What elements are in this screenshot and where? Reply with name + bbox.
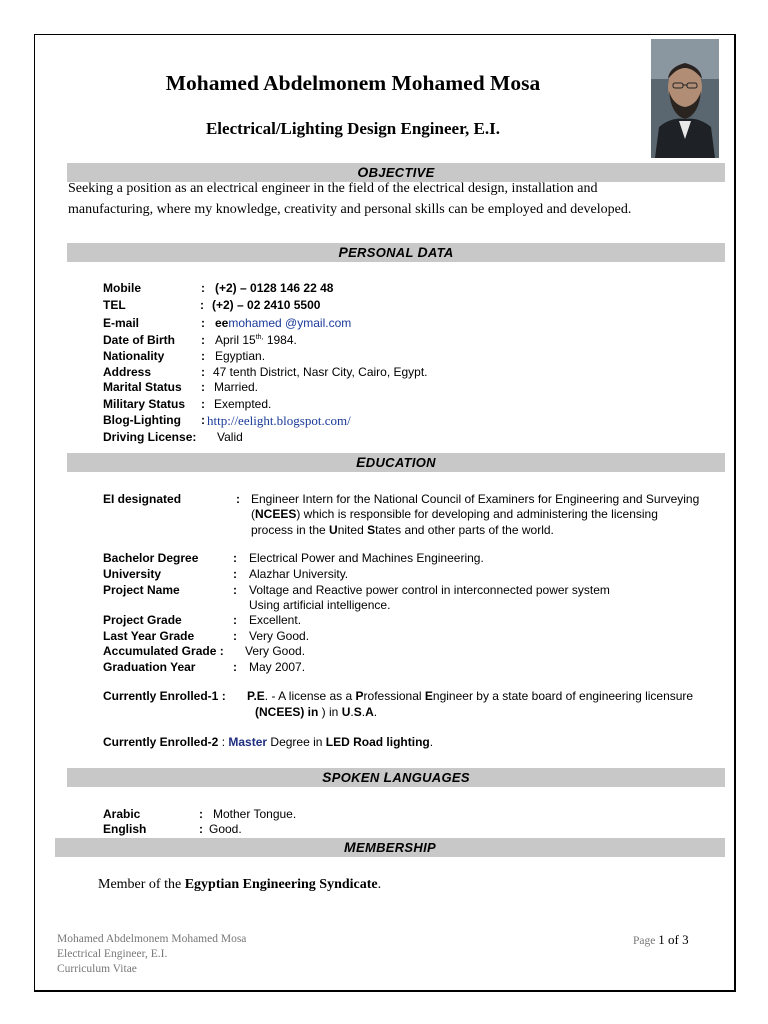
section-membership: MEMBERSHIP (55, 838, 725, 857)
objective-line-2: manufacturing, where my knowledge, creativity and personal skills can be employed and developed. (68, 202, 632, 217)
section-objective: OBJECTIVE (67, 163, 725, 182)
email-link[interactable]: eemohamed @ymail.com (215, 316, 352, 330)
footer-doc-type: Curriculum Vitae (57, 963, 137, 975)
candidate-name: Mohamed Abdelmonem Mohamed Mosa (165, 71, 541, 95)
profile-photo (651, 39, 719, 158)
footer-name: Mohamed Abdelmonem Mohamed Mosa (57, 933, 247, 945)
footer-role: Electrical Engineer, E.I. (57, 948, 168, 960)
section-spoken-languages: SPOKEN LANGUAGES (67, 768, 725, 787)
section-personal-data: PERSONAL DATA (67, 243, 725, 262)
section-education: EDUCATION (67, 453, 725, 472)
enrolled-1-line-2: (NCEES) in ) in U.S.A. (255, 705, 378, 719)
portrait-image (651, 39, 719, 158)
cv-page: Mohamed Abdelmonem Mohamed Mosa Electrical/Lighting Design Engineer, E.I. OBJECTIVE Seeking a position as an electrical engineer in the field of the electrical design, installation and manufacturing, where my knowledge, creativity and personal skills can be employed and developed. PERSONAL DATA Mobile : (+2) – 0128 146 22 48 TEL : (+2) – 02 2410 5500 E-mail : eemohamed @ymail.com Date of Birth : April $15^{th,}$ 1984. Nationality : Egyptian. Address : 47 tenth District, Nasr City, Cairo, Egypt. Marital Status : Married. Military Status : Exempted. Blog-Lighting : http://eelight.blogspot.com/ Driving License: Valid EDUCATION EI designated : Engineer Intern for the National Council of Examiners for Engineering and Surveying (NCEES) which is responsible for developing and administering the licensing process in the United States and other parts of the world. Bachelor Degree : Electrical Power and Machines Engineering. University : Alazhar University. Project Name : Voltage and Reactive power control in interconnected power system Using artificial intelligence. Project Grade : Excellent. Last Year Grade : Very Good. Accumulated Grade : Very Good. Graduation Year : May 2007. Currently Enrolled-1 : P.E. - A license as a Professional Engineer by a state board of engineering licensure (NCEES) in ) in U.S.A. Currently Enrolled-2 : Master Degree in LED Road lighting. SPOKEN LANGUAGES Arabic : Mother Tongue. English : Good. MEMBERSHIP Member of the Egyptian Engineering Syndicate. Mohamed Abdelmonem Mohamed Mosa Electrical Engineer, E.I. Curriculum Vitae Page 1 of 3 (34, 34, 736, 992)
candidate-title: Electrical/Lighting Design Engineer, E.I. (205, 119, 501, 138)
enrolled-2-row: Currently Enrolled-2 : Master Degree in LED Road lighting. (103, 735, 434, 749)
ei-line-2: (NCEES) which is responsible for developing and administering the licensing (251, 507, 658, 521)
blog-link[interactable]: http://eelight.blogspot.com/ (207, 413, 351, 428)
ei-line-3: process in the United States and other parts of the world. (251, 523, 554, 537)
membership-text: Member of the Egyptian Engineering Syndicate. (98, 877, 382, 892)
project-line-2: Using artificial intelligence. (249, 598, 391, 612)
objective-line-1: Seeking a position as an electrical engineer in the field of the electrical design, installation and (68, 181, 598, 196)
page-number: Page 1 of 3 (633, 932, 689, 947)
